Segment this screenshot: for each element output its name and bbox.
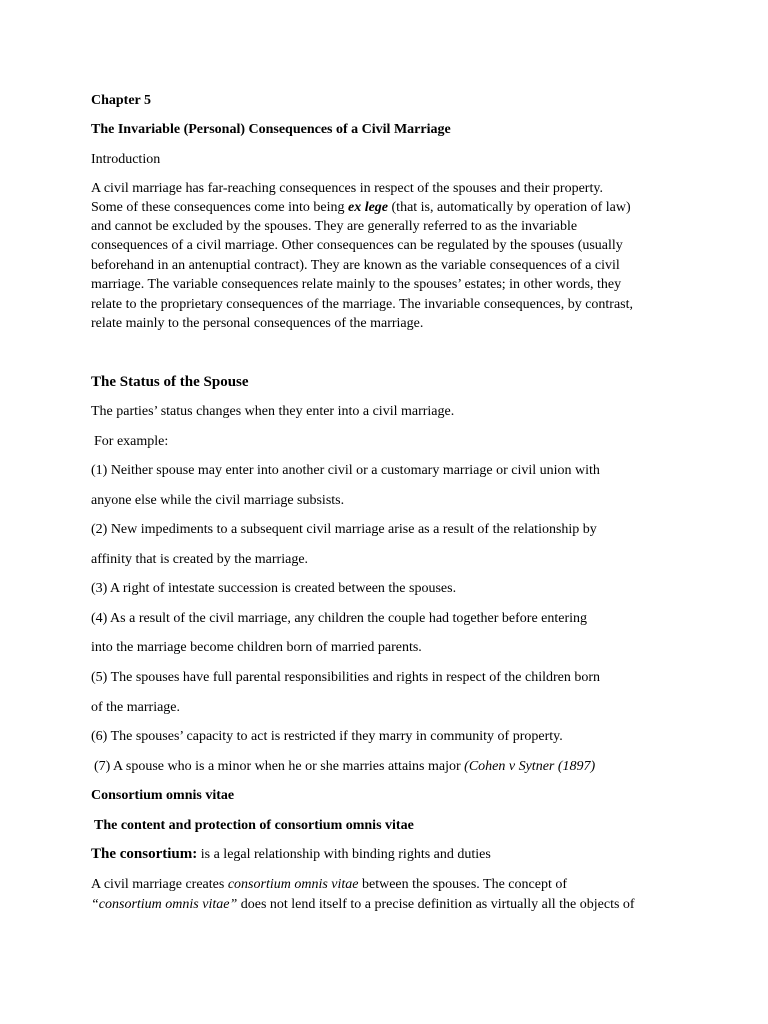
consortium-term-quoted: “consortium omnis vitae”	[91, 897, 238, 912]
consortium-line-2	[91, 895, 635, 914]
intro-line-5: beforehand in an antenuptial contract). They are known as the variable consequences of a civil	[91, 258, 620, 273]
chapter-title: The Invariable (Personal) Consequences of a Civil Marriage	[91, 122, 451, 137]
status-paragraph: The parties’ status changes when they enter into a civil marriage.	[91, 404, 455, 419]
consortium-definition	[91, 845, 491, 864]
example-label: For example:	[94, 434, 169, 449]
intro-line-8: relate mainly to the personal consequences of the marriage.	[91, 316, 424, 331]
intro-heading: Introduction	[91, 152, 161, 167]
intro-line-1: A civil marriage has far-reaching consequences in respect of the spouses and their property.	[91, 181, 603, 196]
status-item-1a: (1) Neither spouse may enter into another civil or a customary marriage or civil union with	[91, 463, 600, 478]
intro-line-3: and cannot be excluded by the spouses. They are generally referred to as the invariable	[91, 219, 578, 234]
status-item-7	[94, 757, 595, 776]
consortium-definition-label: The consortium:	[91, 846, 198, 862]
consortium-line-1-pre: A civil marriage creates	[91, 877, 228, 892]
status-item-4b: into the marriage become children born of married parents.	[91, 640, 422, 655]
intro-line-2-pre: Some of these consequences come into being	[91, 200, 348, 215]
status-item-7-text: (7) A spouse who is a minor when he or she marries attains major	[94, 759, 465, 774]
status-item-1b: anyone else while the civil marriage subsists.	[91, 493, 345, 508]
consortium-subheading: The content and protection of consortium omnis vitae	[94, 818, 414, 833]
status-item-5b: of the marriage.	[91, 700, 181, 715]
consortium-heading: Consortium omnis vitae	[91, 788, 235, 803]
ex-lege-term: ex lege	[347, 200, 389, 215]
consortium-term: consortium omnis vitae	[227, 877, 359, 892]
intro-line-7: relate to the proprietary consequences of the marriage. The invariable consequences, by contrast,	[91, 297, 634, 312]
intro-line-2	[91, 198, 631, 217]
status-item-4a: (4) As a result of the civil marriage, any children the couple had together before entering	[91, 611, 588, 626]
intro-line-4: consequences of a civil marriage. Other consequences can be regulated by the spouses (usually	[91, 238, 623, 253]
status-heading: The Status of the Spouse	[91, 374, 249, 390]
consortium-definition-text: is a legal relationship with binding rights and duties	[197, 847, 491, 862]
status-item-3: (3) A right of intestate succession is created between the spouses.	[91, 581, 457, 596]
consortium-line-2-post: does not lend itself to a precise definition as virtually all the objects of	[237, 897, 635, 912]
status-item-2b: affinity that is created by the marriage.	[91, 552, 309, 567]
chapter-label: Chapter 5	[91, 93, 152, 108]
consortium-line-1-post: between the spouses. The concept of	[358, 877, 567, 892]
status-item-5a: (5) The spouses have full parental responsibilities and rights in respect of the children born	[91, 670, 601, 685]
status-item-2a: (2) New impediments to a subsequent civil marriage arise as a result of the relationship by	[91, 522, 597, 537]
consortium-line-1	[91, 875, 567, 894]
case-citation: (Cohen v Sytner (1897)	[464, 759, 596, 774]
intro-line-6: marriage. The variable consequences relate mainly to the spouses’ estates; in other words, they	[91, 277, 622, 292]
intro-line-2-post: (that is, automatically by operation of law)	[388, 200, 631, 215]
status-item-6: (6) The spouses’ capacity to act is restricted if they marry in community of property.	[91, 729, 563, 744]
